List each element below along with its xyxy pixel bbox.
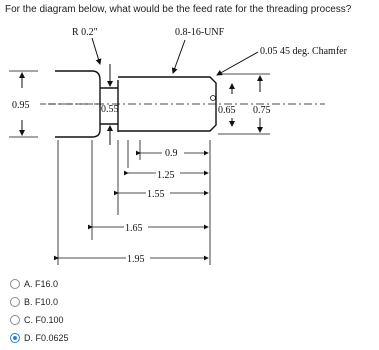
thread-end-marker [211, 96, 216, 101]
len-125-label: 1.25 [157, 170, 175, 181]
chamfer-label: 0.05 45 deg. Chamfer [260, 46, 347, 57]
answer-options [10, 275, 69, 347]
part-drawing [0, 16, 379, 271]
radio-button-selected[interactable] [10, 333, 20, 343]
answer-option-c[interactable] [10, 311, 69, 329]
chamfer-leader [217, 52, 258, 75]
dim-075-label: 0.75 [253, 105, 271, 116]
len-155-label: 1.55 [147, 189, 165, 200]
dim-055-label: 0.55 [101, 104, 119, 115]
length-dimension-lines [58, 153, 208, 258]
thread-spec-label: 0.8-16-UNF [175, 27, 225, 38]
length-extension-lines [58, 140, 210, 265]
thread-leader [173, 40, 185, 73]
answer-option-b[interactable] [10, 293, 69, 311]
len-09-label: 0.9 [165, 148, 178, 159]
dim-065-label: 0.65 [218, 105, 236, 116]
radius-leader [92, 38, 100, 64]
len-195-label: 1.95 [127, 254, 145, 265]
answer-option-d[interactable] [10, 329, 69, 347]
answer-label: B. F10.0 [24, 297, 59, 307]
radio-button[interactable] [10, 279, 20, 289]
dim-095-label: 0.95 [12, 100, 30, 111]
question-text: For the diagram below, what would be the feed rate for the threading process? [5, 4, 352, 15]
radio-button[interactable] [10, 297, 20, 307]
answer-label: C. F0.100 [24, 315, 64, 325]
radio-button[interactable] [10, 315, 20, 325]
answer-option-a[interactable] [10, 275, 69, 293]
answer-label: D. F0.0625 [24, 333, 69, 343]
len-165-label: 1.65 [125, 223, 143, 234]
radius-label: R 0.2" [72, 27, 98, 38]
answer-label: A. F16.0 [24, 279, 59, 289]
